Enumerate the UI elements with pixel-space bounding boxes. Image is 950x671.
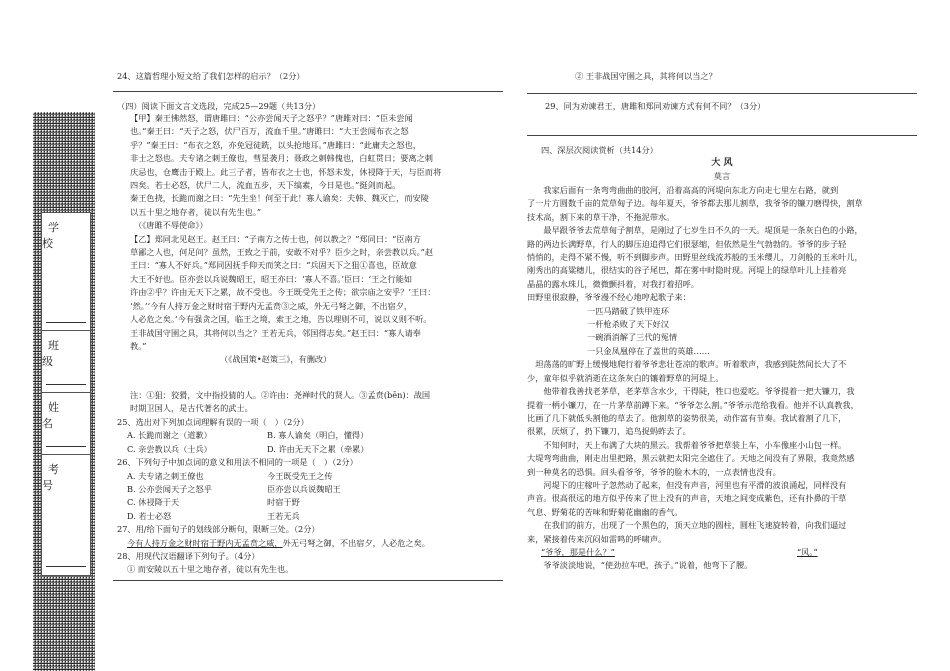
para-line: 刚秀出的高粱穗儿，很结实的谷子尾巴，都在雾中时隐时现。河堤上的绿草叶儿上挂着亮 (527, 265, 847, 276)
q25: 25、选出对下列加点词理解有误的一项（ ）（2分） (117, 417, 309, 427)
section4-title: （四）阅读下面文言文选段，完成25—29题（共13分） (117, 101, 321, 111)
q26-opt-a[interactable]: A. 夫专诸之刺王僚也 (127, 470, 204, 481)
class-label: 班 级 (42, 339, 77, 368)
name-label: 姓 名 (42, 401, 77, 430)
q25-opt-b[interactable]: B. 寡人谕矣（明白，懂得） (267, 430, 369, 441)
q26-opt-c2: 时宿于野 (267, 497, 300, 508)
passage-jia (130, 112, 441, 367)
id-line (46, 566, 86, 567)
q27-underlined[interactable]: 今有人持万金之财时宿于野内无孟贲之威， (127, 537, 283, 548)
para2-line: 很累，厌烦了，扔下镰刀，追鸟捉蚂蚱去了。 (527, 426, 691, 437)
school-line (46, 322, 86, 323)
jia-line: 乎？”秦王曰：“布衣之怒，亦免冠徒跣，以头抢地耳。”唐雎曰：“此庸夫之怒也， (130, 139, 422, 150)
q26: 26、下列句子中加点词的意义和用法不相同的一项是（ ）（2分） (117, 457, 358, 468)
para2-line: 来，紧接着传来沉闷如雷鸣的呼啸声。 (527, 533, 667, 544)
yi-line: 许由②乎？许由无天下之累，故不受也。今王既受先王之传；欲宗庙之安乎？’王曰： (130, 287, 436, 298)
class-line (46, 384, 86, 385)
story-body (527, 184, 863, 573)
school-label: 学 校 (42, 221, 77, 250)
q27: 27、用/给下面句子的划线部分断句，限断三处。（2分） (117, 524, 320, 535)
q29-answer-line[interactable] (527, 135, 917, 136)
para2-line: 到一种莫名的恐惧。回头看爷爷，爷爷的脸木木的，一点表情也没有。 (527, 466, 781, 477)
para2-line: 大堤弯弯曲曲，刚走出里把路，黑云就把太阳完全遮住了。天地之间没有了界限，我竟然感 (527, 453, 855, 464)
id-field[interactable] (41, 454, 91, 576)
para2-line: 气息、野菊花的苦味和野菊花幽幽的香气。 (527, 506, 683, 517)
jia-line: 秦王色挠，长跪而谢之曰：“先生坐！何至于此！寡人谕矣：夫韩、魏灭亡，而安陵 (130, 193, 429, 204)
q24-answer-line[interactable] (113, 91, 503, 92)
yi-line: 王曰：“寡人不好兵。”郑同因抚手仰天而笑之曰：“兵固天下之狙①喜也，臣故意 (130, 260, 417, 271)
yi-line: 人必危之矣。’今有强贪之国，临王之境，索王之地，告以理则不可，说以义则不听。 (130, 314, 432, 325)
q25-opt-a[interactable]: A. 长跪而谢之（道歉） (127, 430, 212, 441)
para2-line: 比画了几下就低头割他的草去了。他割草的姿势很美，动作富有节奏。我试着割了几下， (527, 412, 847, 423)
yi-line: 【乙】郑同北见赵王。赵王曰：“子南方之传士也，何以教之？”郑同曰：“臣南方 (130, 233, 421, 244)
q26-opt-d2: 王若无兵 (267, 510, 300, 521)
yi-line: 草鄙之人也，何足问？虽然，王致之于前，安敢不对乎？臣少之时，亲尝教以兵。”赵 (130, 247, 434, 258)
jia-line: 庆忌也，仓鹰击于殿上。此三子者，皆布衣之士也，怀怒未发，休祲降于天，与臣而将 (130, 166, 442, 177)
yi-source: （《战国策•赵策三》，有删改） (220, 354, 332, 365)
para-line: 了一片方圆数千亩的荒草甸子边。每年夏天，爷爷都去那儿割草，我爷爷的镰刀磨得快，割草 (527, 198, 863, 209)
para-line: 技术高，割下来的草干净，不拖泥带水。 (527, 211, 675, 222)
q28: 28、用现代汉语翻译下列句子。（4分） (117, 551, 260, 562)
notes (130, 389, 430, 416)
note-line: 时期卫国人，是古代著名的武士。 (130, 403, 253, 414)
yi-line: 大王不好也。臣亦尝以兵说魏昭王，昭王亦曰：‘寡人不喜。’臣曰：‘王之行能如 (130, 273, 413, 284)
para2-line: 不知何时，天上布满了大块的黑云。我帮着爷爷把草装上车，小车像座小山包一样。 (527, 439, 847, 450)
name-line (46, 446, 86, 447)
para2-line: 河堤下的庄稼叶子忽然动了起来，但没有声音，河里也有平滑的波浪涌起，同样没有 (527, 479, 847, 490)
q26-opt-d[interactable]: D. 若士必怒 (127, 510, 172, 521)
name-field[interactable] (41, 392, 91, 456)
yi-line: ‘然。’‘今有人持万金之财时宿于野内无孟贲③之威，外无弓弩之御，不出宿夕， (130, 300, 413, 311)
song-line: 一只金凤凰停在了盖世的英雄…… (587, 345, 710, 356)
jia-line: 【甲】秦王怫然怒，谓唐雎曰：“公亦尝闻天子之怒乎？”唐雎对曰：“臣未尝闻 (130, 113, 413, 123)
q28-1: ① 而安陵以五十里之地存者，徒以有先生也。 (127, 564, 294, 575)
q25-opt-c[interactable]: C. 亲尝教以兵（士兵） (127, 443, 212, 454)
jia-line: 四矣。若士必怒，伏尸二人，流血五步，天下缟素，今日是也。”挺剑而起。 (130, 180, 401, 191)
para2-line: 在我们的前方，出现了一个黑色的，顶天立地的圆柱，圆柱飞速旋转着，向我们逼过 (527, 520, 847, 531)
class-field[interactable] (41, 330, 91, 394)
q26-opt-b[interactable]: B. 公亦尝闻天子之怒乎 (127, 484, 212, 495)
last-line: 爷爷淡淡地说，“使劲拉车吧，孩子。”说着，他弯下了腰。 (527, 560, 753, 571)
q24: 24、这篇哲理小短文给了我们怎样的启示？（2分） (117, 71, 305, 81)
para2-line: 声音。很高很远的地方似乎传来了世上没有的声音，天地之间变成紫色，还有扑鼻的干草 (527, 493, 847, 504)
section-deep-title: 四、深层次阅读赏析（共14分） (541, 145, 658, 155)
song-line: 一匹马踏破了铁甲连环 (587, 305, 669, 316)
binding-sidebar (33, 112, 95, 671)
para2-line: 少，童年似乎就消逝在这条灰白的镶着野草的河堤上。 (527, 372, 724, 383)
jia-line: 非士之怒也。夫专诸之刺王僚也，彗星袭月；聂政之刺韩傀也，白虹贯日；要离之刺 (130, 153, 433, 164)
school-field[interactable] (41, 212, 91, 332)
author: 莫言 (713, 171, 731, 181)
yi-line: 教。” (130, 340, 147, 351)
yi-line: 王非战国守圉之具，其将何以当之？王若无兵，邻国得志矣。”赵王曰：“寡人请奉 (130, 327, 421, 338)
para-line: 悄悄的，走得不紧不慢，听不到脚步声。田野里丝线流苏般的玉米缨儿，刀剑般的玉米叶儿， (527, 252, 863, 263)
para2-line: 坦荡荡的旷野上缓慢地爬行着爷爷悲壮苍凉的歌声。听着歌声，我感到陡然间长大了不 (527, 359, 847, 370)
q26-opt-c[interactable]: C. 休祲降于天 (127, 497, 180, 508)
para-line: 田野里很寂静，爷爷漫不经心地哼起歌子来： (527, 292, 691, 303)
song-line: 一碗酒消解了三代的冤情 (587, 332, 678, 343)
jia-line: 以五十里之地存者，徒以有先生也。” (130, 206, 262, 217)
q26-opt-a2: 今王既受先王之传 (267, 470, 333, 481)
q25-opt-d[interactable]: D. 许由无天下之累（牵累） (267, 443, 369, 454)
q28-2-answer-line[interactable] (527, 93, 917, 94)
para-line: 晶晶的露水珠儿，微微颤抖着，对我打着招呼。 (527, 278, 699, 289)
q27-rest: 外无弓弩之御，不出宿夕，人必危之矣。 (282, 537, 430, 548)
q28-answer-line[interactable] (113, 580, 503, 581)
para-line: 我家后面有一条弯弯曲曲的胶河，沿着高高的河堤向东北方向走七里左右路，就到 (527, 185, 839, 195)
jia-source: （《唐雎不辱使命》） (134, 220, 208, 231)
dialog-right: “风。” (797, 546, 818, 557)
q25-block (117, 416, 497, 577)
jia-line: 也。”秦王曰：“天子之怒，伏尸百万，流血千里。”唐雎曰：“大王尝闻布衣之怒 (130, 126, 409, 137)
note-line: 注：①狙：狡猾，文中指投猜的人。②许由：尧禅时代的贤人。③孟贲(bēn)：战国 (130, 390, 431, 400)
q26-opt-b2: 臣亦尝以兵说魏昭王 (267, 484, 341, 495)
para2-line: 他带着我善找老茅草，老茅草含水少，干得陡，牲口也爱吃。爷爷提着一把大镰刀，我 (527, 386, 855, 397)
dialog-left: “爷爷，那是什么？” (541, 546, 615, 557)
q28-2: ② 王非战国守圉之具，其将何以当之？ (575, 71, 717, 81)
para-line: 最早跟爷爷去荒草甸子割草，是刚过了七岁生日不久的一天。堤顶是一条灰白色的小路， (527, 225, 863, 236)
story-title: 大 风 (711, 158, 733, 168)
q29: 29、同为劝谏君王，唐雎和郑同劝谏方式有何不同？（3分） (545, 101, 766, 111)
para2-line: 提着一柄小镰刀，在一片茅草前蹲下来。“爷爷怎么割。”爷爷示范给我看。他并不认真教我， (527, 399, 859, 410)
para-line: 路的两边长满野草，行人的脚压迫追得它们很瑟缩，但依然是生气勃勃的。爷爷的步子轻 (527, 238, 847, 249)
id-label: 考 号 (42, 463, 77, 492)
song-line: 一杆枪杀败了天下好汉 (587, 319, 669, 330)
